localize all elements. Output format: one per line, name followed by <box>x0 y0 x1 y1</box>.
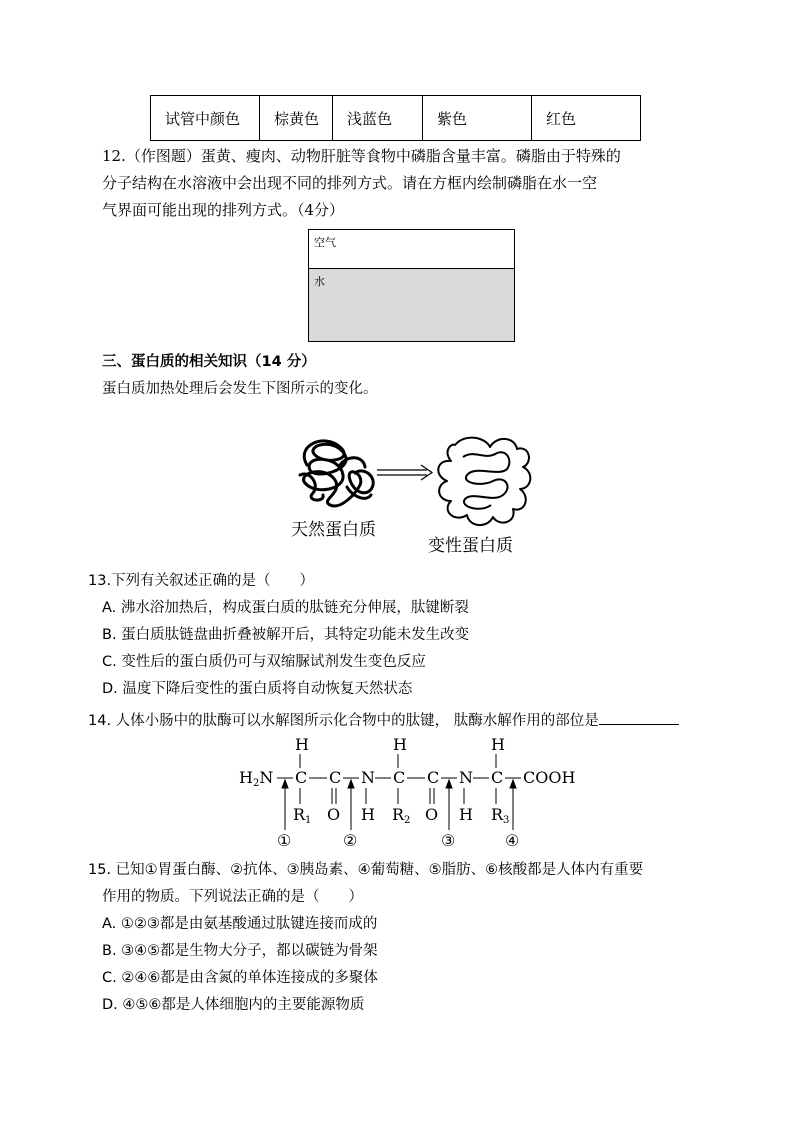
table-cell: 棕黄色 <box>260 96 333 141</box>
section-intro: 蛋白质加热处理后会发生下图所示的变化。 <box>102 381 378 397</box>
denatured-protein-icon <box>438 438 530 525</box>
natural-protein-icon <box>300 441 373 506</box>
o-atom-2: O <box>425 805 439 824</box>
q12-line1: 12.（作图题）蛋黄、瘦肉、动物肝脏等食物中磷脂含量丰富。磷脂由于特殊的 <box>102 147 621 165</box>
r2-group: R2 <box>392 805 411 826</box>
marker-2: ② <box>343 831 358 850</box>
r3-group: R3 <box>491 805 510 826</box>
n-atom-2: N <box>459 768 473 787</box>
c-atom-2: C <box>329 768 342 787</box>
drawing-box[interactable] <box>308 229 515 342</box>
n-atom-1: N <box>361 768 375 787</box>
marker-3: ③ <box>441 831 456 850</box>
q12-line2: 分子结构在水溶液中会出现不同的排列方式。请在方框内绘制磷脂在水一空 <box>102 174 598 192</box>
water-region <box>309 269 514 341</box>
c-atom-5: C <box>491 768 504 787</box>
h-atom-1: H <box>295 735 309 754</box>
c-atom-3: C <box>393 768 406 787</box>
marker-1: ① <box>277 831 292 850</box>
o-atom-1: O <box>327 805 341 824</box>
h-atom-n1: H <box>361 805 375 824</box>
color-table <box>150 95 641 141</box>
answer-blank[interactable] <box>599 708 679 725</box>
q13-option-d[interactable]: D. 温度下降后变性的蛋白质将自动恢复天然状态 <box>102 681 413 697</box>
q13-option-c[interactable]: C. 变性后的蛋白质仍可与双缩脲试剂发生变色反应 <box>102 654 426 670</box>
table-cell: 红色 <box>532 96 641 141</box>
c-atom-1: C <box>295 768 308 787</box>
table-row <box>151 96 641 141</box>
section-title: 三、蛋白质的相关知识（14 分） <box>102 354 316 370</box>
q15-line2: 作用的物质。下列说法正确的是（ ） <box>102 889 363 905</box>
q14-stem-text: 14. 人体小肠中的肽酶可以水解图所示化合物中的肽键， 肽酶水解作用的部位是 <box>88 713 599 729</box>
h-atom-3: H <box>491 735 505 754</box>
q13-option-b[interactable]: B. 蛋白质肽链盘曲折叠被解开后，其特定功能未发生改变 <box>102 627 470 643</box>
q12-line3: 气界面可能出现的排列方式。（4分） <box>102 201 345 219</box>
air-region <box>309 230 514 269</box>
air-label: 空气 <box>314 236 336 249</box>
q15-option-c[interactable]: C. ②④⑥都是由含氮的单体连接成的多聚体 <box>102 970 378 986</box>
table-cell: 紫色 <box>423 96 532 141</box>
q15-option-d[interactable]: D. ④⑤⑥都是人体细胞内的主要能源物质 <box>102 997 365 1013</box>
q15-option-b[interactable]: B. ③④⑤都是生物大分子，都以碳链为骨架 <box>102 943 378 959</box>
q15-option-a[interactable]: A. ①②③都是由氨基酸通过肽键连接而成的 <box>102 916 378 932</box>
natural-label: 天然蛋白质 <box>291 520 376 540</box>
cooh-group: COOH <box>523 768 576 787</box>
denatured-label: 变性蛋白质 <box>428 536 513 556</box>
double-arrow-icon <box>377 465 432 480</box>
protein-denaturation-figure <box>285 425 535 560</box>
table-cell: 浅蓝色 <box>333 96 423 141</box>
water-label: 水 <box>314 275 325 288</box>
r1-group: R1 <box>293 805 312 826</box>
q13-option-a[interactable]: A. 沸水浴加热后，构成蛋白质的肽链充分伸展，肽键断裂 <box>102 600 469 616</box>
q13-stem: 13.下列有关叙述正确的是（ ） <box>88 573 315 589</box>
h-atom-2: H <box>393 735 407 754</box>
c-atom-4: C <box>427 768 440 787</box>
table-cell: 试管中颜色 <box>151 96 260 141</box>
h2n-group: H2N <box>239 768 274 789</box>
tripeptide-formula <box>235 732 595 852</box>
marker-4: ④ <box>505 831 520 850</box>
h-atom-n2: H <box>459 805 473 824</box>
q14-stem <box>88 708 679 731</box>
q15-line1: 15. 已知①胃蛋白酶、②抗体、③胰岛素、④葡萄糖、⑤脂肪、⑥核酸都是人体内有重要 <box>88 862 644 878</box>
